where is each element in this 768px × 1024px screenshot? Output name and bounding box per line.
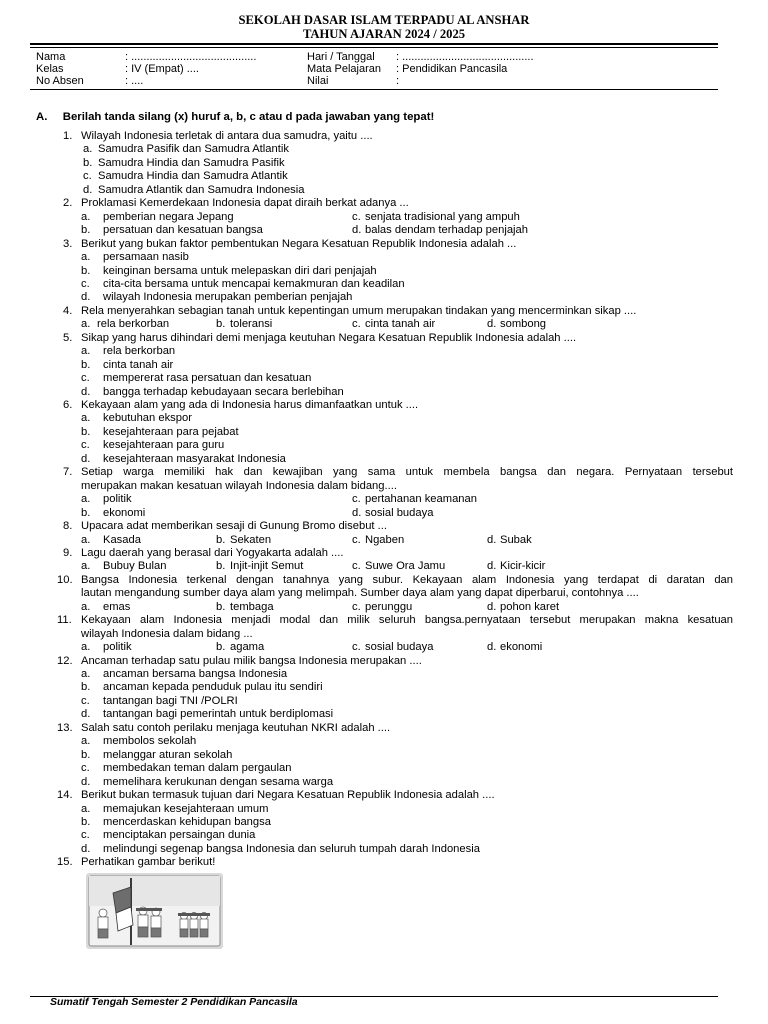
- option-text[interactable]: ancaman bersama bangsa Indonesia: [103, 668, 288, 680]
- option-letter[interactable]: a.: [81, 802, 91, 815]
- option-text[interactable]: tembaga: [230, 600, 274, 613]
- option-letter[interactable]: c.: [352, 493, 361, 506]
- identity-value[interactable]: : .........................................: [125, 51, 257, 63]
- identity-value[interactable]: : ....: [125, 75, 144, 87]
- option-letter[interactable]: d.: [487, 600, 497, 613]
- option-letter[interactable]: b.: [216, 533, 226, 546]
- option-letter[interactable]: d.: [487, 318, 497, 331]
- identity-label: Kelas: [36, 63, 64, 75]
- option-text[interactable]: bangga terhadap kebudayaan secara berlebihan: [103, 385, 344, 398]
- option-letter[interactable]: a.: [81, 210, 91, 223]
- option-text[interactable]: pohon karet: [500, 600, 560, 613]
- question-text: Berikut yang bukan faktor pembentukan Negara Kesatuan Republik Indonesia adalah ...: [81, 237, 517, 250]
- option-letter[interactable]: c.: [81, 762, 90, 775]
- option-letter[interactable]: a.: [81, 493, 91, 506]
- option-text[interactable]: Samudra Hindia dan Samudra Atlantik: [98, 170, 288, 183]
- option-text[interactable]: kesejahteraan masyarakat Indonesia: [103, 452, 286, 465]
- option-letter[interactable]: c.: [352, 600, 361, 613]
- question-number: 3.: [63, 237, 73, 250]
- question-number: 2.: [63, 197, 73, 210]
- option-text[interactable]: Sekaten: [230, 533, 272, 546]
- school-year: TAHUN AJARAN 2024 / 2025: [302, 27, 466, 41]
- identity-label: Hari / Tanggal: [307, 51, 375, 63]
- option-text[interactable]: Bubuy Bulan: [103, 560, 167, 573]
- option-letter[interactable]: c.: [81, 829, 90, 842]
- identity-label: Mata Pelajaran: [307, 63, 381, 75]
- option-text[interactable]: sosial budaya: [365, 641, 434, 654]
- option-letter[interactable]: c.: [352, 318, 361, 331]
- question-text: Wilayah Indonesia terletak di antara dua samudra, yaitu ....: [81, 130, 373, 142]
- question-text: wilayah Indonesia dalam bidang ...: [81, 627, 253, 640]
- option-text[interactable]: persamaan nasib: [103, 251, 189, 264]
- option-letter[interactable]: b.: [216, 600, 226, 613]
- option-text[interactable]: memelihara kerukunan dengan sesama warga: [103, 775, 334, 788]
- option-text[interactable]: Samudra Pasifik dan Samudra Atlantik: [98, 143, 289, 156]
- option-text[interactable]: kesejahteraan para guru: [103, 439, 225, 452]
- footer-text: Sumatif Tengah Semester 2 Pendidikan Pancasila: [50, 996, 298, 1008]
- option-letter[interactable]: b.: [216, 318, 226, 331]
- option-letter[interactable]: d.: [81, 291, 91, 304]
- question-text: merupakan makan kesatuan wilayah Indonesia dalam bidang....: [81, 479, 397, 492]
- question-number: 15.: [57, 856, 73, 869]
- option-letter[interactable]: a.: [81, 600, 91, 613]
- school-name: SEKOLAH DASAR ISLAM TERPADU AL ANSHAR: [238, 13, 530, 27]
- option-letter[interactable]: b.: [81, 264, 91, 277]
- option-text[interactable]: politik: [103, 493, 132, 506]
- option-text[interactable]: ekonomi: [500, 641, 543, 654]
- question-number: 14.: [57, 789, 73, 802]
- question-text: Berikut bukan termasuk tujuan dari Negara Kesatuan Republik Indonesia adalah ....: [81, 789, 495, 802]
- question-text: Kekayaan alam Indonesia menjadi modal dan milik seluruh bangsa.pernyataan tersebut merupakan makna kesatuan: [81, 614, 733, 627]
- option-letter[interactable]: d.: [83, 183, 93, 196]
- identity-label: No Absen: [36, 75, 84, 87]
- option-letter[interactable]: c.: [352, 210, 361, 223]
- option-text[interactable]: rela berkorban: [97, 318, 170, 331]
- option-letter[interactable]: d.: [487, 641, 497, 654]
- option-letter[interactable]: b.: [216, 560, 226, 573]
- question-text: Kekayaan alam yang ada di Indonesia harus dimanfaatkan untuk ....: [81, 399, 419, 411]
- option-letter[interactable]: a.: [81, 412, 91, 425]
- option-letter[interactable]: b.: [81, 224, 91, 237]
- option-letter[interactable]: b.: [81, 506, 91, 519]
- option-text[interactable]: cinta tanah air: [103, 358, 174, 371]
- option-letter[interactable]: d.: [81, 775, 91, 788]
- option-letter[interactable]: a.: [81, 668, 91, 680]
- option-text[interactable]: perunggu: [365, 600, 413, 613]
- flag-ceremony-illustration: [86, 873, 223, 949]
- question-text: Sikap yang harus dihindari demi menjaga keutuhan Negara Kesatuan Republik Indonesia adalah ....: [81, 331, 577, 344]
- option-text[interactable]: Samudra Atlantik dan Samudra Indonesia: [98, 183, 305, 196]
- option-letter[interactable]: c.: [352, 560, 361, 573]
- option-text[interactable]: cita-cita bersama untuk mencapai kemakmuran dan keadilan: [103, 277, 405, 290]
- identity-value[interactable]: : ...........................................: [396, 51, 534, 63]
- question-text: Upacara adat memberikan sesaji di Gunung Bromo disebut ...: [81, 520, 387, 533]
- option-letter[interactable]: d.: [487, 533, 497, 546]
- option-letter[interactable]: c.: [81, 372, 90, 385]
- option-text[interactable]: Injit-injit Semut: [230, 560, 304, 573]
- identity-label: Nama: [36, 51, 66, 63]
- identity-label: Nilai: [307, 75, 329, 87]
- option-text[interactable]: agama: [230, 641, 265, 654]
- option-text[interactable]: rela berkorban: [103, 345, 176, 358]
- question-number: 12.: [57, 654, 73, 667]
- option-letter[interactable]: a.: [81, 345, 91, 358]
- option-text[interactable]: Kasada: [103, 533, 141, 546]
- option-text[interactable]: pemberian negara Jepang: [103, 210, 234, 223]
- header-divider-thick: [30, 43, 718, 45]
- option-letter[interactable]: d.: [81, 452, 91, 465]
- question-number: 6.: [63, 399, 73, 411]
- option-letter[interactable]: a.: [81, 641, 91, 654]
- option-letter[interactable]: b.: [81, 425, 91, 438]
- option-letter[interactable]: c.: [81, 277, 90, 290]
- question-number: 11.: [57, 614, 72, 627]
- question-text: Setiap warga memiliki hak dan kewajiban yang sama untuk membela bangsa dan negara. Pernyataan tersebut: [81, 466, 733, 479]
- option-letter[interactable]: a.: [83, 143, 93, 156]
- option-text[interactable]: sosial budaya: [365, 506, 434, 519]
- question-text: Rela menyerahkan sebagian tanah untuk kepentingan umum merupakan tindakan yang mencerminkan sikap ....: [81, 304, 637, 317]
- section-letter: A.: [36, 111, 48, 123]
- option-text[interactable]: melanggar aturan sekolah: [103, 748, 233, 761]
- option-letter[interactable]: b.: [216, 641, 226, 654]
- question-number: 10.: [57, 573, 73, 586]
- option-text[interactable]: kesejahteraan para pejabat: [103, 425, 239, 438]
- option-letter[interactable]: d.: [81, 842, 91, 855]
- question-number: 8.: [63, 520, 73, 533]
- question-text: Salah satu contoh perilaku menjaga keutuhan NKRI adalah ....: [81, 721, 391, 734]
- option-text[interactable]: membolos sekolah: [103, 735, 197, 748]
- option-letter[interactable]: a.: [81, 318, 91, 331]
- option-text[interactable]: memajukan kesejahteraan umum: [103, 802, 269, 815]
- question-number: 7.: [63, 466, 73, 479]
- option-letter[interactable]: d.: [352, 224, 362, 237]
- section-instruction: Berilah tanda silang (x) huruf a, b, c atau d pada jawaban yang tepat!: [62, 111, 435, 123]
- question-number: 4.: [63, 304, 73, 317]
- question-text: Lagu daerah yang berasal dari Yogyakarta adalah ....: [81, 546, 344, 559]
- question-text: Ancaman terhadap satu pulau milik bangsa Indonesia merupakan ....: [81, 654, 422, 667]
- option-text[interactable]: pertahanan keamanan: [365, 493, 477, 506]
- option-text[interactable]: cinta tanah air: [365, 318, 436, 331]
- option-letter[interactable]: a.: [81, 560, 91, 573]
- option-letter[interactable]: c.: [83, 170, 92, 183]
- option-text[interactable]: persatuan dan kesatuan bangsa: [103, 224, 263, 237]
- question-number: 13.: [57, 721, 73, 734]
- option-letter[interactable]: b.: [81, 748, 91, 761]
- option-text[interactable]: kebutuhan ekspor: [103, 412, 192, 425]
- option-text[interactable]: melindungi segenap bangsa Indonesia dan seluruh tumpah darah Indonesia: [103, 842, 480, 855]
- option-letter[interactable]: b.: [83, 156, 93, 169]
- identity-value[interactable]: : IV (Empat) ....: [125, 63, 199, 75]
- option-letter[interactable]: a.: [81, 735, 91, 748]
- option-text[interactable]: Ngaben: [365, 533, 405, 546]
- option-letter[interactable]: c.: [352, 641, 361, 654]
- option-letter[interactable]: a.: [81, 251, 91, 264]
- option-text[interactable]: Suwe Ora Jamu: [365, 560, 446, 573]
- question-text: Bangsa Indonesia terkenal dengan tanahnya yang subur. Kekayaan alam Indonesia yang terdapat di daratan dan: [81, 573, 733, 586]
- option-text[interactable]: ancaman kepada penduduk pulau itu sendiri: [103, 681, 323, 694]
- option-letter[interactable]: d.: [81, 385, 91, 398]
- option-letter[interactable]: d.: [352, 506, 362, 519]
- question-number: 5.: [63, 331, 73, 344]
- option-letter[interactable]: c.: [352, 533, 361, 546]
- option-text[interactable]: Subak: [500, 533, 532, 546]
- option-text[interactable]: menciptakan persaingan dunia: [103, 829, 256, 842]
- section-title: [36, 111, 434, 123]
- option-text[interactable]: senjata tradisional yang ampuh: [365, 210, 520, 223]
- option-text[interactable]: politik: [103, 641, 132, 654]
- option-text[interactable]: emas: [103, 600, 131, 613]
- identity-value[interactable]: : Pendidikan Pancasila: [396, 63, 508, 75]
- option-letter[interactable]: d.: [487, 560, 497, 573]
- option-text[interactable]: wilayah Indonesia merupakan pemberian penjajah: [103, 291, 353, 304]
- option-letter[interactable]: c.: [81, 439, 90, 452]
- identity-divider: [30, 89, 718, 90]
- header-divider-thin: [30, 47, 718, 48]
- option-text[interactable]: membedakan teman dalam pergaulan: [103, 762, 292, 775]
- option-text[interactable]: tantangan bagi pemerintah untuk berdiplomasi: [103, 708, 334, 721]
- option-text[interactable]: Samudra Hindia dan Samudra Pasifik: [98, 156, 285, 169]
- option-text[interactable]: balas dendam terhadap penjajah: [365, 224, 528, 237]
- option-text[interactable]: Kicir-kicir: [500, 560, 546, 573]
- option-letter[interactable]: c.: [81, 694, 90, 707]
- question-number: 1.: [63, 130, 73, 142]
- option-letter[interactable]: a.: [81, 533, 91, 546]
- option-letter[interactable]: b.: [81, 358, 91, 371]
- option-letter[interactable]: b.: [81, 681, 91, 694]
- option-text[interactable]: tantangan bagi TNI /POLRI: [103, 694, 238, 707]
- option-text[interactable]: toleransi: [230, 318, 273, 331]
- option-text[interactable]: mencerdaskan kehidupan bangsa: [103, 815, 271, 828]
- option-text[interactable]: sombong: [500, 318, 547, 331]
- option-letter[interactable]: d.: [81, 708, 91, 721]
- question-text: lautan mengandung sumber daya alam yang melimpah. Sumber daya alam yang dapat diperbarui, contohnya ....: [81, 587, 639, 600]
- question-number: 9.: [63, 546, 73, 559]
- identity-value[interactable]: :: [396, 75, 400, 87]
- option-text[interactable]: mempererat rasa persatuan dan kesatuan: [103, 372, 312, 385]
- option-text[interactable]: ekonomi: [103, 506, 146, 519]
- option-text[interactable]: keinginan bersama untuk melepaskan diri dari penjajah: [103, 264, 377, 277]
- document-header: [0, 13, 768, 41]
- option-letter[interactable]: b.: [81, 815, 91, 828]
- question-text: Perhatikan gambar berikut!: [81, 856, 216, 869]
- question-text: Proklamasi Kemerdekaan Indonesia dapat diraih berkat adanya ...: [81, 197, 409, 210]
